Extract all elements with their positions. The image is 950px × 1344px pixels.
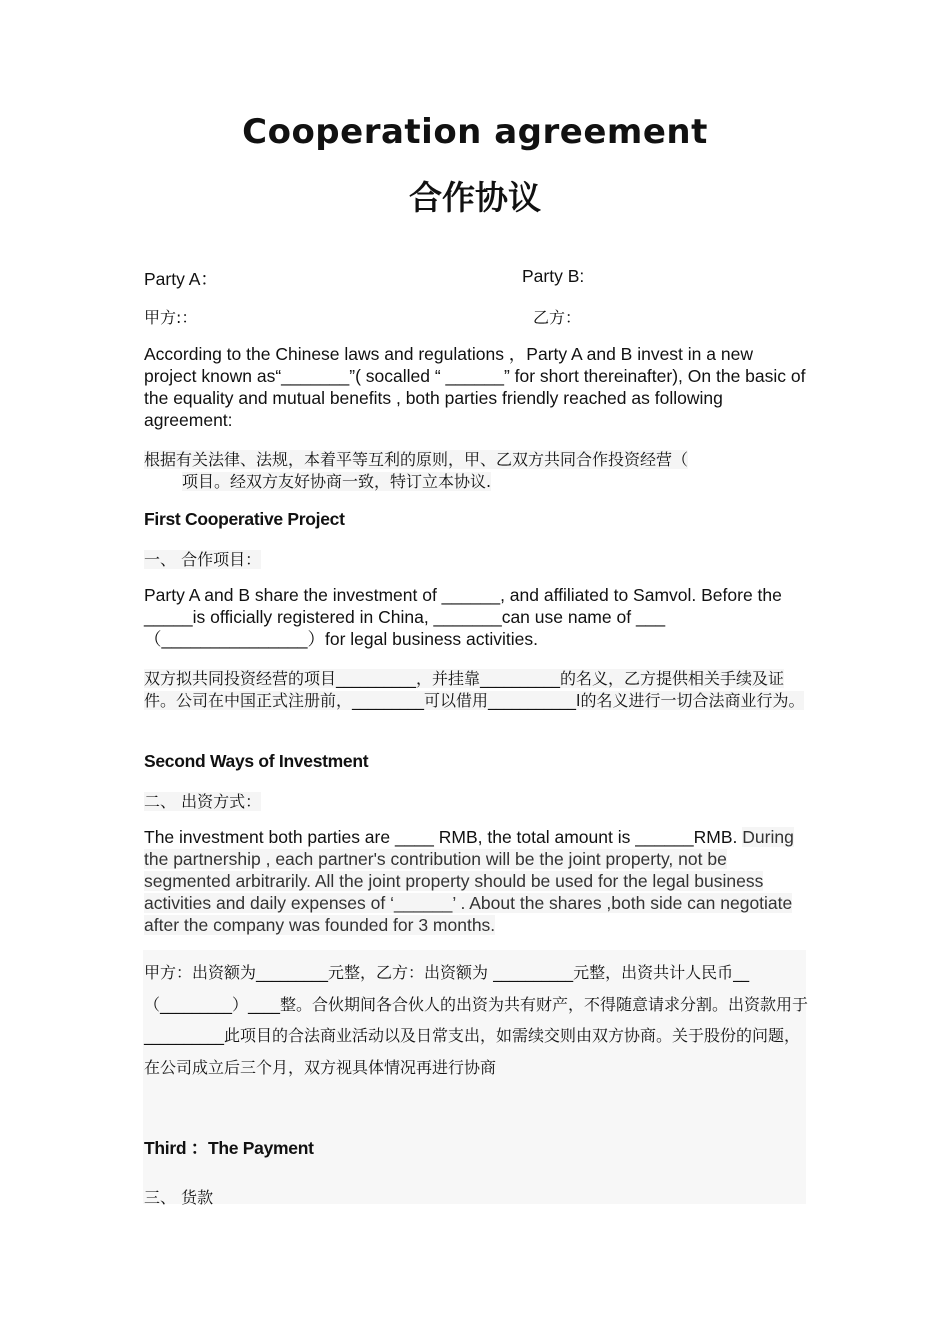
section-3-heading-cn: 三、 货款 [144,1188,214,1207]
section-1-heading-cn: 一、 合作项目： [144,550,262,569]
section-2-heading-cn: 二、 出资方式： [144,792,262,811]
section-1-paragraph-cn-wrap [144,668,808,712]
section-3-heading: Third ：The Payment [144,1138,314,1158]
section-2-heading: Second Ways of Investment [144,751,369,771]
section-2-paragraph-line-1: The investment both parties are ____ RMB, the total amount is ______RMB. [144,827,738,847]
intro-paragraph-cn [144,449,808,493]
party-b-label: Party B: [522,266,585,286]
section-1-paragraph: Party A and B share the investment of ______, and affiliated to Samvol. Before the _____is officially registered in China, _______can use name of ___ （_______________）for legal business activities. [144,585,782,649]
party-a-label: Party A： [144,269,218,289]
section-2-heading-cn-wrap [144,789,261,812]
intro-cn-line-2: 项目。经双方友好协商一致，特订立本协议. [182,472,492,491]
intro-cn-line-1: 根据有关法律、法规，本着平等互利的原则，甲、乙双方共同合作投资经营（ [144,450,689,469]
section-1-paragraph-cn: 双方拟共同投资经营的项目__________，并挂靠__________的名义，乙方提供相关手续及证件。公司在中国正式注册前，_________可以借用___________l的名义进行一切合法商业行为。 [144,669,805,710]
section-1-heading: First Cooperative Project [144,509,345,529]
section-1-heading-cn-wrap [144,547,261,570]
party-b-label-cn: 乙方： [533,308,582,327]
section-2-paragraph [144,826,808,936]
document-title: Cooperation agreement [242,112,708,152]
section-2-paragraph-rest: During the partnership , each partner's contribution will be the joint property, not be segmented arbitrarily. All the joint property should be used for the legal business activities and daily expenses of ‘______’ . About the shares ,both side can negotiate after the company was founded for 3 months. [144,827,794,935]
party-a-label-cn: 甲方:： [144,308,198,327]
intro-paragraph: According to the Chinese laws and regulations ，Party A and B invest in a new project known as“_______”( socalled “ ______” for short thereinafter), On the basic of the equality and mutual benefits , both parties friendly reached as following agreement: [144,344,806,430]
document-title-cn: 合作协议 [409,178,541,217]
section-2-paragraph-cn: 甲方：出资额为_________元整，乙方：出资额为 __________元整，出资共计人民币__（_________）____整。合伙期间各合伙人的出资为共有财产，不得随意请求分割。出资款用于__________此项目的合法商业活动以及日常支出，如需续交则由双方协商。关于股份的问题，在公司成立后三个月，双方视具体情况再进行协商 [144,963,809,1077]
